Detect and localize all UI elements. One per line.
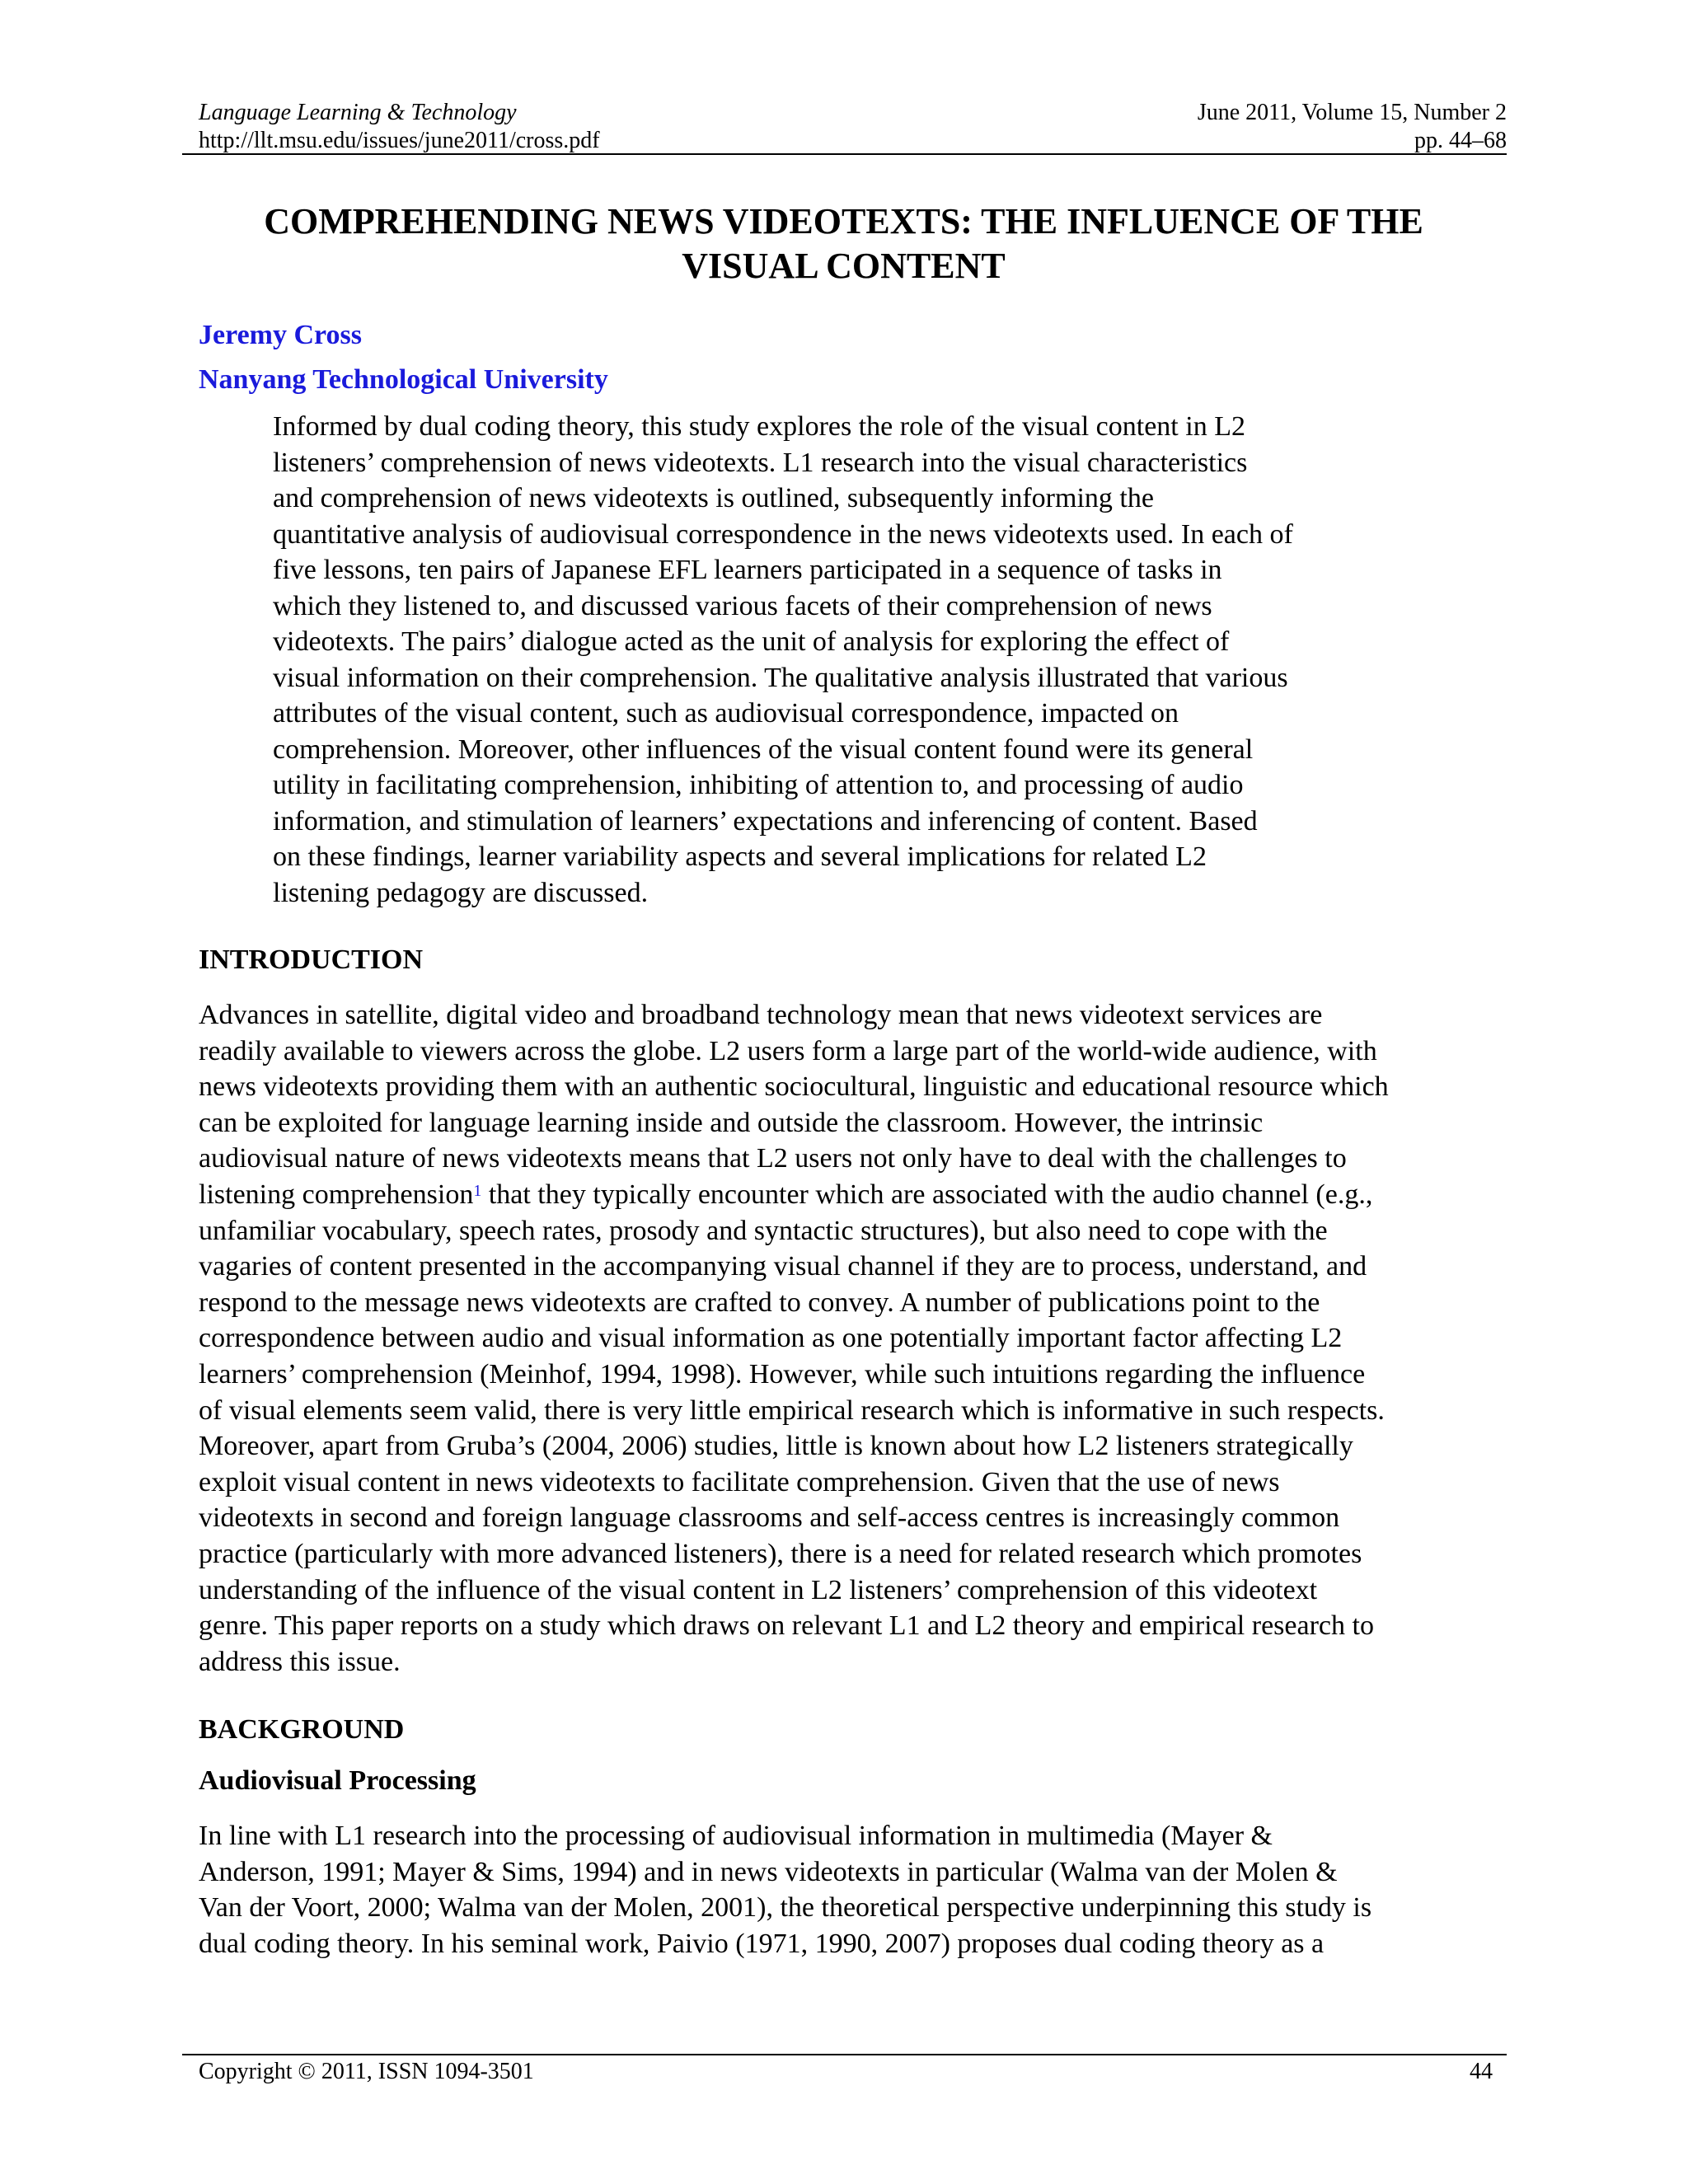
line-text: that they typically encounter which are associated with the audio channel (e.g., [481,1179,1373,1210]
paragraph-line: dual coding theory. In his seminal work, Paivio (1971, 1990, 2007) proposes dual coding theory as a [199,1928,1325,1959]
footer-rule [182,2054,1507,2055]
page-footer [199,2057,1493,2087]
paragraph-line: Moreover, apart from Gruba’s (2004, 2006) studies, little is known about how L2 listeners strategically [199,1431,1353,1462]
running-header [199,99,1507,155]
abstract-line: videotexts. The pairs’ dialogue acted as the unit of analysis for exploring the effect of [273,626,1230,657]
paragraph-line: videotexts in second and foreign language classrooms and self-access centres is increasingly common [199,1502,1340,1534]
abstract-line: utility in facilitating comprehension, inhibiting of attention to, and processing of audio [273,770,1244,800]
abstract-line: Informed by dual coding theory, this study explores the role of the visual content in L2 [273,411,1245,442]
paragraph-line: audiovisual nature of news videotexts means that L2 users not only have to deal with the challenges to [199,1143,1347,1174]
paragraph-line: genre. This paper reports on a study which draws on relevant L1 and L2 theory and empirical research to [199,1610,1374,1642]
paragraph-line: Advances in satellite, digital video and broadband technology mean that news videotext services are [199,1000,1323,1030]
abstract-line: information, and stimulation of learners’ expectations and inferencing of content. Based [273,805,1258,837]
background-paragraph [199,1818,1517,1961]
abstract-line: listening pedagogy are discussed. [273,877,649,908]
abstract-line: five lessons, ten pairs of Japanese EFL learners participated in a sequence of tasks in [273,555,1222,585]
paragraph-line: Van der Voort, 2000; Walma van der Molen, 2001), the theoretical perspective underpinning this study is [199,1892,1372,1924]
abstract-line: quantitative analysis of audiovisual correspondence in the news videotexts used. In each of [273,518,1293,550]
line-text: listening comprehension [199,1179,474,1210]
paragraph-line: news videotexts providing them with an authentic sociocultural, linguistic and educational resource which [199,1071,1389,1103]
title-line: COMPREHENDING NEWS VIDEOTEXTS: THE INFLUENCE OF THE [264,201,1423,241]
paragraph-line: of visual elements seem valid, there is very little empirical research which is informative in such respects. [199,1394,1385,1426]
paragraph-line: can be exploited for language learning inside and outside the classroom. However, the intrinsic [199,1107,1264,1138]
article-title [199,199,1489,288]
paragraph-line: In line with L1 research into the processing of audiovisual information in multimedia (Mayer & [199,1821,1273,1851]
abstract-line: which they listened to, and discussed various facets of their comprehension of news [273,590,1212,621]
paragraph-line: learners’ comprehension (Meinhof, 1994, 1998). However, while such intuitions regarding the influence [199,1358,1366,1390]
title-line: VISUAL CONTENT [682,246,1006,286]
paragraph-line: vagaries of content presented in the accompanying visual channel if they are to process, understand, and [199,1251,1367,1282]
abstract [273,409,1402,911]
header-rule [182,153,1507,155]
paragraph-line: readily available to viewers across the globe. L2 users form a large part of the world-wide audience, with [199,1035,1377,1066]
abstract-line: listeners’ comprehension of news videotexts. L1 research into the visual characteristics [273,447,1248,478]
author-name[interactable]: Jeremy Cross [199,320,362,350]
copyright-notice: Copyright © 2011, ISSN 1094-3501 [199,2059,534,2084]
article-url[interactable]: http://llt.msu.edu/issues/june2011/cross.pdf [199,128,600,153]
paragraph-line: correspondence between audio and visual information as one potentially important factor affecting L2 [199,1323,1343,1354]
abstract-line: on these findings, learner variability aspects and several implications for related L2 [273,841,1207,872]
paragraph-line: unfamiliar vocabulary, speech rates, prosody and syntactic structures), but also need to cope with the [199,1215,1328,1246]
footnote-link[interactable]: 1 [473,1181,482,1200]
introduction-paragraph [199,997,1517,1680]
page-range: pp. 44–68 [1414,128,1507,153]
paragraph-line: practice (particularly with more advanced listeners), there is a need for related research which promotes [199,1538,1362,1569]
abstract-line: attributes of the visual content, such as audiovisual correspondence, impacted on [273,698,1179,729]
paragraph-line: exploit visual content in news videotexts to facilitate comprehension. Given that the use of news [199,1466,1280,1497]
paragraph-line: address this issue. [199,1646,401,1677]
section-heading-background: BACKGROUND [199,1714,405,1745]
section-heading-introduction: INTRODUCTION [199,944,424,975]
abstract-line: comprehension. Moreover, other influences of the visual content found were its general [273,733,1254,765]
abstract-line: visual information on their comprehension. The qualitative analysis illustrated that various [273,662,1288,693]
issue-info: June 2011, Volume 15, Number 2 [1197,100,1507,125]
page-number: 44 [1470,2059,1493,2084]
abstract-line: and comprehension of news videotexts is outlined, subsequently informing the [273,483,1154,513]
subsection-heading: Audiovisual Processing [199,1765,476,1796]
author-affiliation[interactable]: Nanyang Technological University [199,364,608,395]
paragraph-line: Anderson, 1991; Mayer & Sims, 1994) and in news videotexts in particular (Walma van der Molen & [199,1856,1338,1887]
paragraph-line: understanding of the influence of the visual content in L2 listeners’ comprehension of this videotext [199,1574,1318,1605]
paragraph-line: respond to the message news videotexts are crafted to convey. A number of publications point to the [199,1286,1320,1318]
journal-name: Language Learning & Technology [199,100,517,125]
paragraph-line [199,1177,1517,1213]
